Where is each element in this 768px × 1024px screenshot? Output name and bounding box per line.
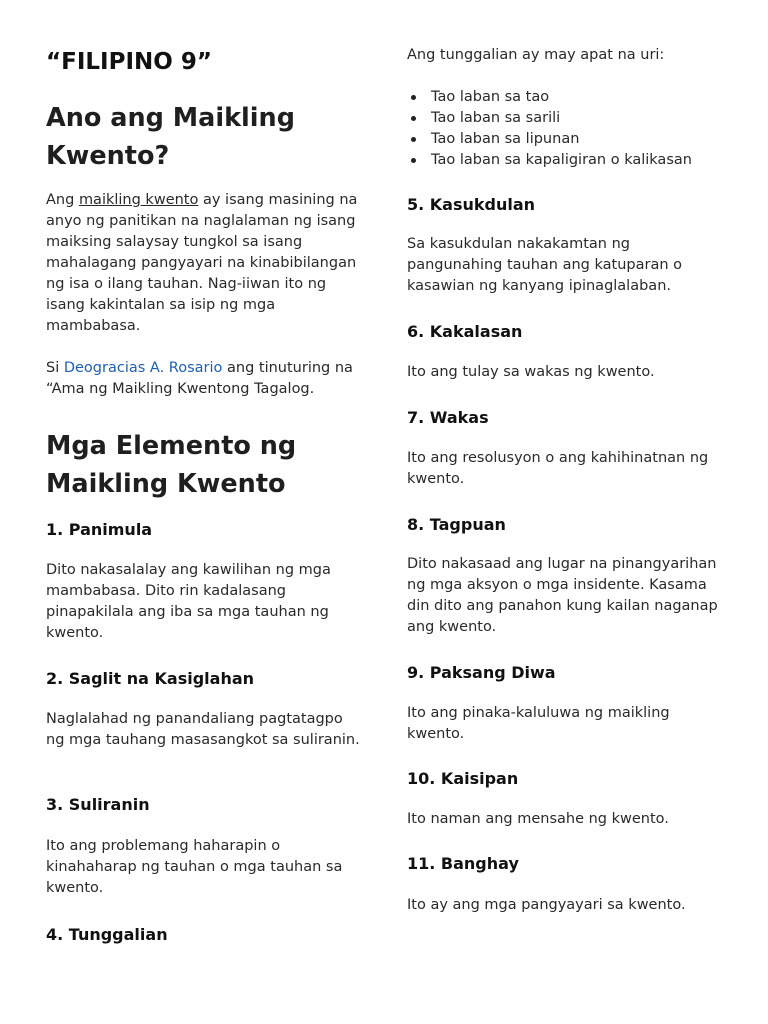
father-rest: ang tinuturing na “Ama ng Maikling Kwentong Tagalog. bbox=[46, 360, 353, 397]
intro-heading: Ano ang Maikling Kwento? bbox=[46, 103, 295, 171]
element-title-panimula: 1. Panimula bbox=[46, 520, 153, 539]
element-text-kakalasan: Ito ang tulay sa wakas ng kwento. bbox=[407, 364, 655, 380]
element-title-banghay: 11. Banghay bbox=[407, 854, 519, 873]
element-title-kaisipan: 10. Kaisipan bbox=[407, 769, 519, 788]
element-text-kasukdulan: Sa kasukdulan nakakamtan ng pangunahing tauhan ang katuparan o kasawian ng kanyang ipinaglalaban. bbox=[407, 236, 683, 294]
element-title-saglit-na-kasiglahan: 2. Saglit na Kasiglahan bbox=[46, 669, 255, 688]
list-item: Tao laban sa lipunan bbox=[407, 129, 727, 150]
element-title-wakas: 7. Wakas bbox=[407, 408, 489, 427]
element-text-paksang-diwa: Ito ang pinaka-kaluluwa ng maikling kwento. bbox=[407, 705, 670, 742]
element-text-suliranin: Ito ang problemang haharapin o kinahaharap ng tauhan o mga tauhan sa kwento. bbox=[46, 838, 343, 896]
conflict-types-list bbox=[407, 87, 727, 171]
element-text-banghay: Ito ay ang mga pangyayari sa kwento. bbox=[407, 897, 686, 913]
document-title: “FILIPINO 9” bbox=[46, 49, 212, 75]
element-text-tagpuan: Dito nakasaad ang lugar na pinangyarihan ng mga aksyon o mga insidente. Kasama din dito ang panahon kung kailan naganap ang kwento. bbox=[407, 556, 718, 635]
element-title-suliranin: 3. Suliranin bbox=[46, 795, 150, 814]
element-title-kakalasan: 6. Kakalasan bbox=[407, 322, 523, 341]
element-title-tagpuan: 8. Tagpuan bbox=[407, 515, 506, 534]
element-text-kaisipan: Ito naman ang mensahe ng kwento. bbox=[407, 811, 669, 827]
element-text-tunggalian: Ang tunggalian ay may apat na uri: bbox=[407, 47, 665, 63]
father-name-link[interactable]: Deogracias A. Rosario bbox=[63, 360, 223, 376]
list-item: Tao laban sa tao bbox=[407, 87, 727, 108]
definition-lead: Ang bbox=[46, 192, 79, 208]
list-item: Tao laban sa kapaligiran o kalikasan bbox=[407, 150, 727, 171]
element-title-kasukdulan: 5. Kasukdulan bbox=[407, 195, 536, 214]
elements-heading: Mga Elemento ng Maikling Kwento bbox=[46, 431, 297, 499]
element-title-paksang-diwa: 9. Paksang Diwa bbox=[407, 663, 556, 682]
father-lead: Si bbox=[46, 360, 64, 376]
definition-paragraph bbox=[46, 190, 364, 337]
element-text-wakas: Ito ang resolusyon o ang kahihinatnan ng kwento. bbox=[407, 450, 709, 487]
definition-term: maikling kwento bbox=[78, 192, 199, 208]
element-text-panimula: Dito nakasalalay ang kawilihan ng mga mambabasa. Dito rin kadalasang pinapakilala ang iba sa mga tauhan ng kwento. bbox=[46, 562, 331, 641]
element-text-saglit-na-kasiglahan: Naglalahad ng panandaliang pagtatagpo ng mga tauhang masasangkot sa suliranin. bbox=[46, 711, 360, 748]
definition-rest: ay isang masining na anyo ng panitikan na naglalaman ng isang maiksing salaysay tungkol sa isang mahalagang pangyayari na kinabibilangan ng isa o ilang tauhan. Nag-iiwan ito ng isang kakintalan sa isip ng mga mambabasa. bbox=[46, 192, 358, 334]
element-title-tunggalian: 4. Tunggalian bbox=[46, 925, 168, 944]
father-paragraph bbox=[46, 358, 364, 400]
list-item: Tao laban sa sarili bbox=[407, 108, 727, 129]
